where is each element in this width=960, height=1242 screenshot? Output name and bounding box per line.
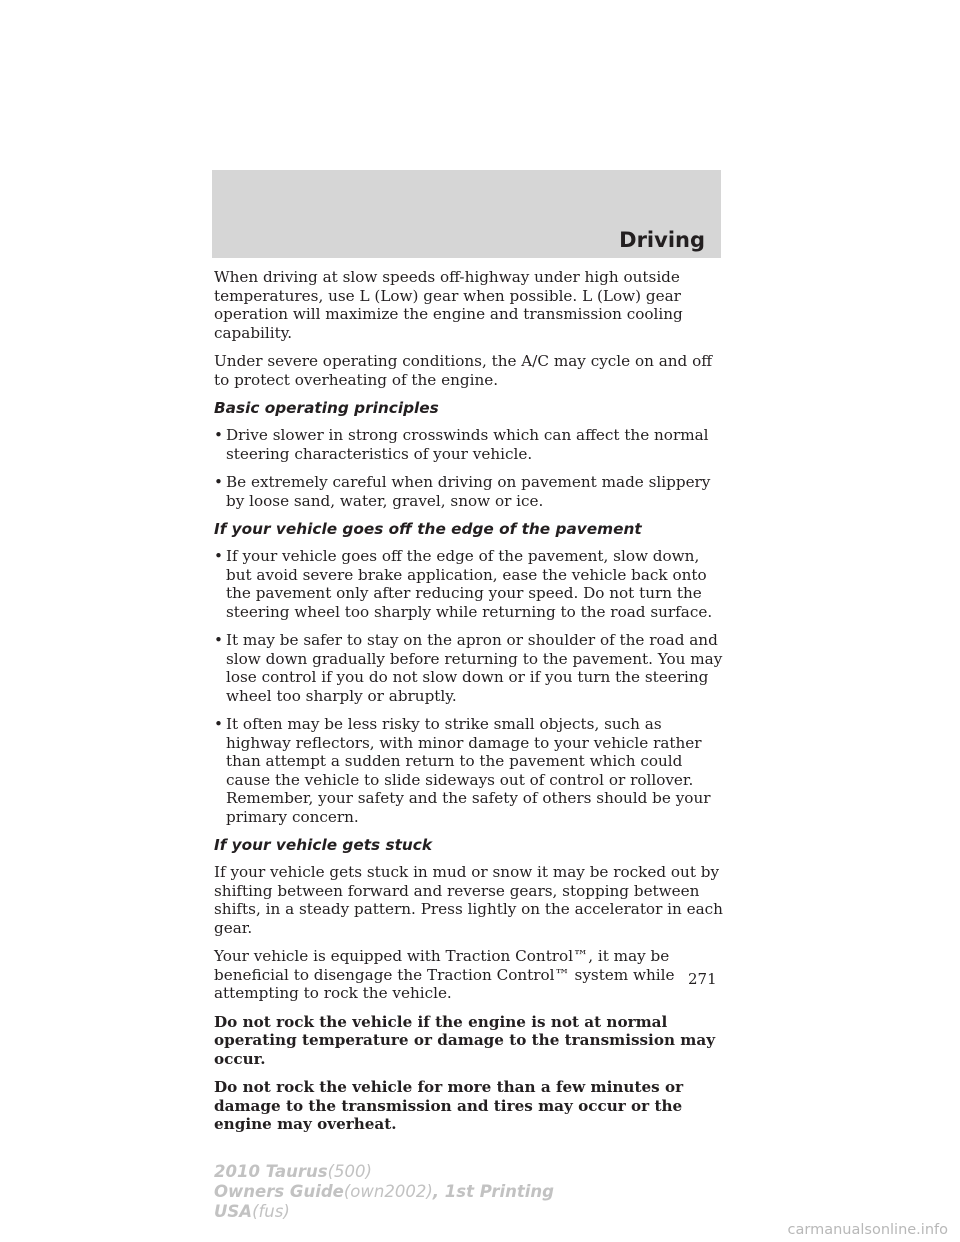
warning-text: Do not rock the vehicle for more than a few minutes or damage to the transmission and tires may occur or the engine may overheat. — [214, 1078, 684, 1133]
footer-model: 2010 Taurus — [214, 1162, 328, 1181]
list-item — [214, 631, 726, 705]
footer-model-code: (500) — [327, 1162, 372, 1181]
print-footer — [214, 1162, 554, 1222]
section-title: Driving — [619, 228, 705, 252]
paragraph: If your vehicle gets stuck in mud or snow it may be rocked out by shifting between forward and reverse gears, stopping between shifts, in a steady pattern. Press lightly on the accelerator in each gear. — [214, 863, 723, 937]
paragraph: Under severe operating conditions, the A/C may cycle on and off to protect overheating of the engine. — [214, 352, 713, 389]
bullet-icon: • — [214, 473, 223, 491]
watermark: carmanualsonline.info — [787, 1222, 948, 1238]
list-item-text: It may be safer to stay on the apron or shoulder of the road and slow down gradually before returning to the pavement. You may lose control if you do not slow down or if you turn the steering wheel too sharply or abruptly. — [226, 631, 723, 705]
bullet-icon: • — [214, 547, 223, 565]
page-number: 271 — [688, 970, 717, 988]
footer-market-code: (fus) — [252, 1202, 290, 1221]
footer-printing: , 1st Printing — [432, 1182, 554, 1201]
section-heading-offedge: If your vehicle goes off the edge of the pavement — [214, 520, 642, 538]
bullet-icon: • — [214, 631, 223, 649]
bullet-icon: • — [214, 715, 223, 733]
footer-guide: Owners Guide — [214, 1182, 344, 1201]
list-item-text: If your vehicle goes off the edge of the pavement, slow down, but avoid severe brake application, ease the vehicle back onto the pavement only after reducing your speed. Do not turn the steering wheel too sharply while returning to the road surface. — [226, 547, 713, 621]
bullet-list-basic — [214, 426, 726, 510]
section-header-band — [212, 170, 721, 258]
footer-guide-code: (own2002) — [343, 1182, 433, 1201]
footer-line-model — [214, 1162, 554, 1182]
bullet-icon: • — [214, 426, 223, 444]
list-item-text: Drive slower in strong crosswinds which can affect the normal steering characteristics of your vehicle. — [226, 426, 709, 463]
footer-line-guide — [214, 1182, 554, 1202]
footer-line-market — [214, 1202, 554, 1222]
paragraph: When driving at slow speeds off-highway under high outside temperatures, use L (Low) gear when possible. L (Low) gear operation will maximize the engine and transmission cooling capability. — [214, 268, 683, 342]
list-item — [214, 473, 726, 510]
footer-market: USA — [214, 1202, 253, 1221]
list-item — [214, 547, 726, 621]
paragraph: Your vehicle is equipped with Traction Control™, it may be beneficial to disengage the Traction Control™ system while attempting to rock the vehicle. — [214, 947, 675, 1002]
list-item-text: It often may be less risky to strike small objects, such as highway reflectors, with minor damage to your vehicle rather than attempt a sudden return to the pavement which could cause the vehicle to slide sideways out of control or rollover. Remember, your safety and the safety of others should be your primary concern. — [226, 715, 711, 826]
warning-text: Do not rock the vehicle if the engine is not at normal operating temperature or damage to the transmission may occur. — [214, 1012, 716, 1068]
bullet-list-offedge — [214, 547, 726, 826]
list-item — [214, 715, 726, 826]
list-item — [214, 426, 726, 463]
page-content — [214, 268, 726, 1144]
list-item-text: Be extremely careful when driving on pavement made slippery by loose sand, water, gravel, snow or ice. — [226, 473, 711, 510]
section-heading-basic: Basic operating principles — [214, 399, 439, 417]
section-heading-stuck: If your vehicle gets stuck — [214, 836, 433, 854]
